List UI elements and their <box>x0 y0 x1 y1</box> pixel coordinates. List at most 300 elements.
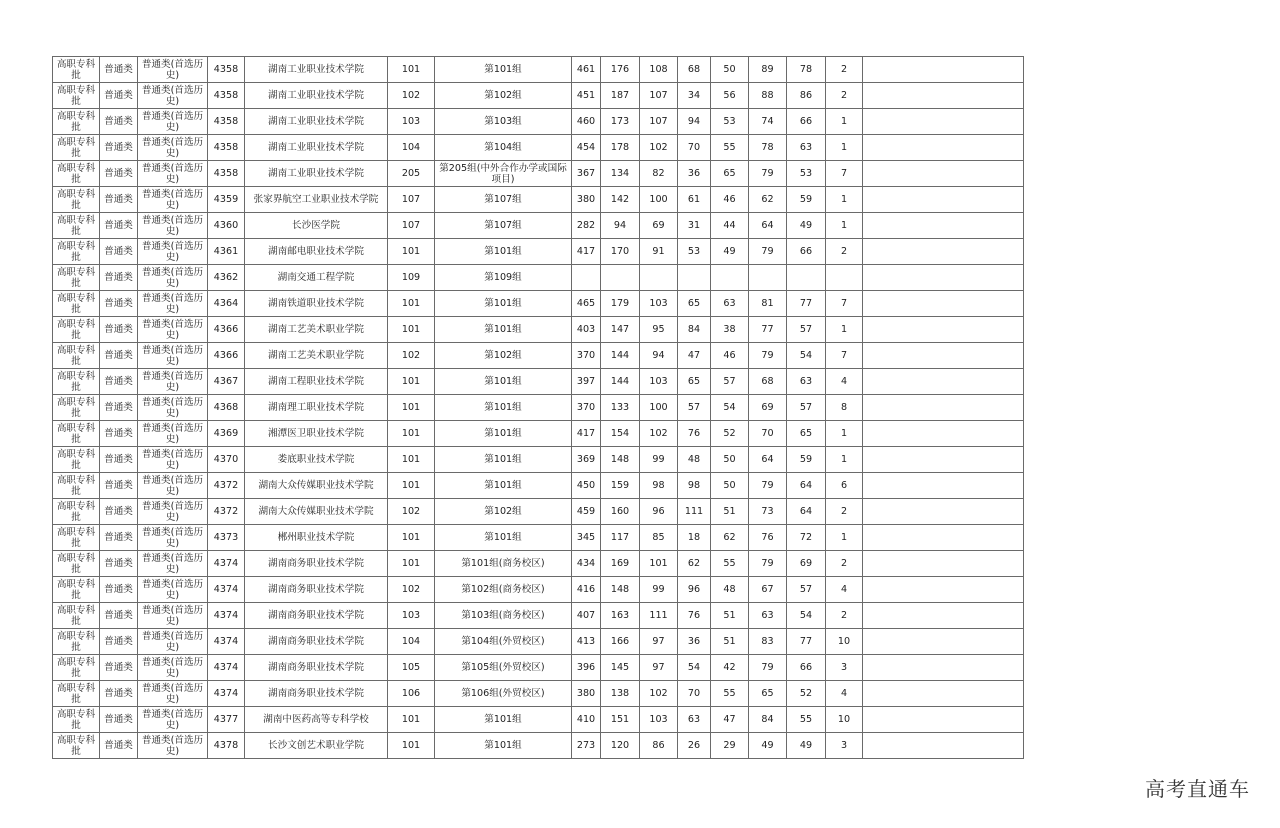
school-code-cell: 4366 <box>208 343 245 369</box>
subject-score-5-cell: 83 <box>749 629 787 655</box>
volunteer-cell: 3 <box>826 733 863 759</box>
batch-cell: 高职专科批 <box>53 317 100 343</box>
blank-cell <box>863 577 1024 603</box>
category-cell: 普通类 <box>100 629 138 655</box>
subject-score-6-cell <box>787 265 826 291</box>
batch-cell: 高职专科批 <box>53 265 100 291</box>
group-code-cell: 103 <box>388 109 435 135</box>
batch-cell: 高职专科批 <box>53 239 100 265</box>
subject-score-5-cell: 79 <box>749 343 787 369</box>
volunteer-cell: 1 <box>826 135 863 161</box>
blank-cell <box>863 239 1024 265</box>
school-name-cell: 湖南理工职业技术学院 <box>245 395 388 421</box>
school-name-cell: 湖南工程职业技术学院 <box>245 369 388 395</box>
subject-score-4-cell: 49 <box>711 239 749 265</box>
group-name-cell: 第104组 <box>435 135 572 161</box>
category-cell: 普通类 <box>100 551 138 577</box>
subject-score-6-cell: 66 <box>787 109 826 135</box>
school-name-cell: 湖南中医药高等专科学校 <box>245 707 388 733</box>
blank-cell <box>863 83 1024 109</box>
group-code-cell: 101 <box>388 551 435 577</box>
school-name-cell: 湖南商务职业技术学院 <box>245 551 388 577</box>
subject-cell: 普通类(首选历史) <box>138 499 208 525</box>
group-name-cell: 第102组(商务校区) <box>435 577 572 603</box>
volunteer-cell: 2 <box>826 603 863 629</box>
school-name-cell: 湖南商务职业技术学院 <box>245 655 388 681</box>
batch-cell: 高职专科批 <box>53 213 100 239</box>
subject-score-3-cell: 63 <box>678 707 711 733</box>
subject-score-3-cell: 111 <box>678 499 711 525</box>
min-score-cell: 369 <box>572 447 601 473</box>
min-score-cell: 397 <box>572 369 601 395</box>
subject-score-3-cell: 84 <box>678 317 711 343</box>
group-code-cell: 109 <box>388 265 435 291</box>
group-name-cell: 第107组 <box>435 187 572 213</box>
batch-cell: 高职专科批 <box>53 577 100 603</box>
school-code-cell: 4373 <box>208 525 245 551</box>
school-code-cell: 4374 <box>208 603 245 629</box>
subject-score-3-cell: 68 <box>678 57 711 83</box>
subject-score-1-cell: 144 <box>601 343 640 369</box>
subject-score-4-cell: 29 <box>711 733 749 759</box>
group-name-cell: 第102组 <box>435 499 572 525</box>
subject-score-2-cell: 100 <box>640 187 678 213</box>
school-name-cell: 湖南大众传媒职业技术学院 <box>245 499 388 525</box>
subject-score-3-cell: 65 <box>678 291 711 317</box>
group-name-cell: 第101组 <box>435 421 572 447</box>
subject-score-2-cell: 97 <box>640 655 678 681</box>
table-row <box>53 343 1024 369</box>
subject-score-1-cell: 133 <box>601 395 640 421</box>
subject-score-3-cell: 70 <box>678 681 711 707</box>
min-score-cell: 459 <box>572 499 601 525</box>
blank-cell <box>863 57 1024 83</box>
volunteer-cell: 3 <box>826 655 863 681</box>
school-code-cell: 4372 <box>208 499 245 525</box>
school-code-cell: 4372 <box>208 473 245 499</box>
batch-cell: 高职专科批 <box>53 343 100 369</box>
subject-score-1-cell: 151 <box>601 707 640 733</box>
subject-cell: 普通类(首选历史) <box>138 187 208 213</box>
category-cell: 普通类 <box>100 57 138 83</box>
subject-cell: 普通类(首选历史) <box>138 707 208 733</box>
volunteer-cell: 2 <box>826 239 863 265</box>
table-row <box>53 317 1024 343</box>
min-score-cell: 370 <box>572 343 601 369</box>
category-cell: 普通类 <box>100 577 138 603</box>
subject-score-6-cell: 57 <box>787 577 826 603</box>
subject-score-4-cell: 46 <box>711 343 749 369</box>
group-name-cell: 第205组(中外合作办学或国际项目) <box>435 161 572 187</box>
blank-cell <box>863 473 1024 499</box>
batch-cell: 高职专科批 <box>53 525 100 551</box>
min-score-cell: 416 <box>572 577 601 603</box>
volunteer-cell: 1 <box>826 187 863 213</box>
min-score-cell: 451 <box>572 83 601 109</box>
subject-score-3-cell: 70 <box>678 135 711 161</box>
subject-score-3-cell <box>678 265 711 291</box>
volunteer-cell <box>826 265 863 291</box>
school-name-cell: 湖南交通工程学院 <box>245 265 388 291</box>
subject-score-1-cell: 134 <box>601 161 640 187</box>
group-name-cell: 第103组 <box>435 109 572 135</box>
subject-score-6-cell: 78 <box>787 57 826 83</box>
group-name-cell: 第109组 <box>435 265 572 291</box>
subject-score-4-cell: 42 <box>711 655 749 681</box>
batch-cell: 高职专科批 <box>53 421 100 447</box>
school-name-cell: 湖南商务职业技术学院 <box>245 629 388 655</box>
subject-score-1-cell: 142 <box>601 187 640 213</box>
blank-cell <box>863 681 1024 707</box>
table-row <box>53 57 1024 83</box>
subject-score-3-cell: 65 <box>678 369 711 395</box>
subject-cell: 普通类(首选历史) <box>138 473 208 499</box>
subject-score-2-cell: 102 <box>640 135 678 161</box>
subject-score-6-cell: 65 <box>787 421 826 447</box>
subject-score-1-cell: 179 <box>601 291 640 317</box>
subject-score-1-cell <box>601 265 640 291</box>
subject-score-5-cell: 64 <box>749 213 787 239</box>
volunteer-cell: 4 <box>826 369 863 395</box>
school-name-cell: 湖南工业职业技术学院 <box>245 135 388 161</box>
subject-cell: 普通类(首选历史) <box>138 447 208 473</box>
subject-score-3-cell: 98 <box>678 473 711 499</box>
subject-cell: 普通类(首选历史) <box>138 291 208 317</box>
group-code-cell: 101 <box>388 733 435 759</box>
table-row <box>53 291 1024 317</box>
subject-cell: 普通类(首选历史) <box>138 525 208 551</box>
group-code-cell: 101 <box>388 473 435 499</box>
volunteer-cell: 2 <box>826 551 863 577</box>
subject-score-2-cell: 94 <box>640 343 678 369</box>
blank-cell <box>863 603 1024 629</box>
subject-score-4-cell: 55 <box>711 681 749 707</box>
table-row <box>53 733 1024 759</box>
subject-score-4-cell: 50 <box>711 473 749 499</box>
volunteer-cell: 2 <box>826 499 863 525</box>
subject-score-1-cell: 147 <box>601 317 640 343</box>
table-row <box>53 655 1024 681</box>
blank-cell <box>863 551 1024 577</box>
volunteer-cell: 7 <box>826 161 863 187</box>
subject-score-1-cell: 170 <box>601 239 640 265</box>
category-cell: 普通类 <box>100 421 138 447</box>
min-score-cell: 454 <box>572 135 601 161</box>
category-cell: 普通类 <box>100 499 138 525</box>
group-code-cell: 107 <box>388 187 435 213</box>
subject-score-1-cell: 166 <box>601 629 640 655</box>
subject-score-6-cell: 66 <box>787 655 826 681</box>
subject-score-5-cell: 79 <box>749 655 787 681</box>
volunteer-cell: 4 <box>826 577 863 603</box>
subject-score-6-cell: 59 <box>787 447 826 473</box>
subject-score-6-cell: 66 <box>787 239 826 265</box>
min-score-cell: 367 <box>572 161 601 187</box>
school-code-cell: 4361 <box>208 239 245 265</box>
batch-cell: 高职专科批 <box>53 629 100 655</box>
subject-cell: 普通类(首选历史) <box>138 317 208 343</box>
table-row <box>53 629 1024 655</box>
volunteer-cell: 1 <box>826 421 863 447</box>
table-row <box>53 551 1024 577</box>
category-cell: 普通类 <box>100 473 138 499</box>
group-name-cell: 第103组(商务校区) <box>435 603 572 629</box>
group-code-cell: 101 <box>388 525 435 551</box>
school-code-cell: 4358 <box>208 135 245 161</box>
subject-score-4-cell: 63 <box>711 291 749 317</box>
table-row <box>53 135 1024 161</box>
group-name-cell: 第107组 <box>435 213 572 239</box>
subject-cell: 普通类(首选历史) <box>138 135 208 161</box>
subject-score-2-cell: 99 <box>640 447 678 473</box>
blank-cell <box>863 733 1024 759</box>
subject-score-3-cell: 62 <box>678 551 711 577</box>
group-code-cell: 106 <box>388 681 435 707</box>
table-body <box>53 57 1024 759</box>
subject-score-6-cell: 53 <box>787 161 826 187</box>
subject-score-4-cell: 56 <box>711 83 749 109</box>
subject-score-4-cell: 47 <box>711 707 749 733</box>
subject-score-5-cell: 84 <box>749 707 787 733</box>
batch-cell: 高职专科批 <box>53 395 100 421</box>
table-row <box>53 421 1024 447</box>
volunteer-cell: 7 <box>826 343 863 369</box>
category-cell: 普通类 <box>100 369 138 395</box>
volunteer-cell: 1 <box>826 213 863 239</box>
group-code-cell: 103 <box>388 603 435 629</box>
category-cell: 普通类 <box>100 707 138 733</box>
subject-score-3-cell: 18 <box>678 525 711 551</box>
subject-score-2-cell: 99 <box>640 577 678 603</box>
subject-score-3-cell: 94 <box>678 109 711 135</box>
subject-cell: 普通类(首选历史) <box>138 109 208 135</box>
min-score-cell: 345 <box>572 525 601 551</box>
subject-score-2-cell: 96 <box>640 499 678 525</box>
school-code-cell: 4366 <box>208 317 245 343</box>
subject-score-5-cell: 79 <box>749 239 787 265</box>
school-name-cell: 郴州职业技术学院 <box>245 525 388 551</box>
min-score-cell: 465 <box>572 291 601 317</box>
subject-score-6-cell: 59 <box>787 187 826 213</box>
group-code-cell: 102 <box>388 83 435 109</box>
subject-score-5-cell: 76 <box>749 525 787 551</box>
subject-score-4-cell: 57 <box>711 369 749 395</box>
table-row <box>53 525 1024 551</box>
subject-cell: 普通类(首选历史) <box>138 239 208 265</box>
table-row <box>53 213 1024 239</box>
group-code-cell: 101 <box>388 707 435 733</box>
group-code-cell: 107 <box>388 213 435 239</box>
subject-score-6-cell: 57 <box>787 395 826 421</box>
subject-cell: 普通类(首选历史) <box>138 421 208 447</box>
subject-score-1-cell: 148 <box>601 447 640 473</box>
blank-cell <box>863 707 1024 733</box>
school-name-cell: 湖南工业职业技术学院 <box>245 161 388 187</box>
category-cell: 普通类 <box>100 135 138 161</box>
group-name-cell: 第101组 <box>435 525 572 551</box>
school-name-cell: 湖南商务职业技术学院 <box>245 577 388 603</box>
group-code-cell: 104 <box>388 135 435 161</box>
group-code-cell: 101 <box>388 421 435 447</box>
group-code-cell: 101 <box>388 291 435 317</box>
school-name-cell: 湖南商务职业技术学院 <box>245 681 388 707</box>
subject-score-2-cell: 103 <box>640 369 678 395</box>
school-code-cell: 4358 <box>208 57 245 83</box>
school-code-cell: 4358 <box>208 83 245 109</box>
volunteer-cell: 1 <box>826 525 863 551</box>
group-name-cell: 第104组(外贸校区) <box>435 629 572 655</box>
subject-score-5-cell: 77 <box>749 317 787 343</box>
subject-score-6-cell: 69 <box>787 551 826 577</box>
subject-score-2-cell: 107 <box>640 109 678 135</box>
subject-cell: 普通类(首选历史) <box>138 733 208 759</box>
subject-score-5-cell: 89 <box>749 57 787 83</box>
subject-score-4-cell: 50 <box>711 57 749 83</box>
subject-cell: 普通类(首选历史) <box>138 655 208 681</box>
group-name-cell: 第101组(商务校区) <box>435 551 572 577</box>
subject-score-5-cell: 88 <box>749 83 787 109</box>
min-score-cell: 380 <box>572 187 601 213</box>
admission-score-sheet <box>52 56 1024 759</box>
volunteer-cell: 10 <box>826 629 863 655</box>
table-row <box>53 369 1024 395</box>
subject-score-4-cell: 51 <box>711 603 749 629</box>
volunteer-cell: 1 <box>826 447 863 473</box>
subject-score-4-cell: 44 <box>711 213 749 239</box>
subject-score-5-cell: 73 <box>749 499 787 525</box>
subject-score-1-cell: 160 <box>601 499 640 525</box>
school-name-cell: 湖南工业职业技术学院 <box>245 83 388 109</box>
subject-score-2-cell: 95 <box>640 317 678 343</box>
subject-score-3-cell: 54 <box>678 655 711 681</box>
category-cell: 普通类 <box>100 291 138 317</box>
group-code-cell: 101 <box>388 447 435 473</box>
school-code-cell: 4358 <box>208 109 245 135</box>
subject-score-4-cell: 52 <box>711 421 749 447</box>
subject-score-4-cell: 51 <box>711 629 749 655</box>
blank-cell <box>863 369 1024 395</box>
subject-score-1-cell: 117 <box>601 525 640 551</box>
group-code-cell: 104 <box>388 629 435 655</box>
category-cell: 普通类 <box>100 343 138 369</box>
subject-score-5-cell: 67 <box>749 577 787 603</box>
subject-cell: 普通类(首选历史) <box>138 551 208 577</box>
subject-score-5-cell: 62 <box>749 187 787 213</box>
subject-score-5-cell: 79 <box>749 161 787 187</box>
subject-score-3-cell: 47 <box>678 343 711 369</box>
subject-score-2-cell: 69 <box>640 213 678 239</box>
subject-score-5-cell: 68 <box>749 369 787 395</box>
group-code-cell: 101 <box>388 369 435 395</box>
blank-cell <box>863 265 1024 291</box>
subject-score-2-cell: 91 <box>640 239 678 265</box>
table-row <box>53 603 1024 629</box>
table-row <box>53 109 1024 135</box>
group-code-cell: 105 <box>388 655 435 681</box>
group-name-cell: 第101组 <box>435 317 572 343</box>
volunteer-cell: 1 <box>826 317 863 343</box>
subject-score-2-cell: 100 <box>640 395 678 421</box>
subject-score-1-cell: 138 <box>601 681 640 707</box>
blank-cell <box>863 161 1024 187</box>
school-name-cell: 湖南工艺美术职业学院 <box>245 343 388 369</box>
batch-cell: 高职专科批 <box>53 447 100 473</box>
subject-score-6-cell: 77 <box>787 629 826 655</box>
subject-cell: 普通类(首选历史) <box>138 577 208 603</box>
batch-cell: 高职专科批 <box>53 551 100 577</box>
table-row <box>53 499 1024 525</box>
subject-score-5-cell: 49 <box>749 733 787 759</box>
table-row <box>53 83 1024 109</box>
subject-score-2-cell <box>640 265 678 291</box>
blank-cell <box>863 135 1024 161</box>
subject-score-5-cell: 63 <box>749 603 787 629</box>
blank-cell <box>863 499 1024 525</box>
blank-cell <box>863 317 1024 343</box>
subject-score-6-cell: 63 <box>787 135 826 161</box>
min-score-cell: 434 <box>572 551 601 577</box>
category-cell: 普通类 <box>100 239 138 265</box>
batch-cell: 高职专科批 <box>53 499 100 525</box>
table-row <box>53 161 1024 187</box>
group-code-cell: 102 <box>388 343 435 369</box>
subject-score-6-cell: 77 <box>787 291 826 317</box>
school-code-cell: 4359 <box>208 187 245 213</box>
subject-score-6-cell: 86 <box>787 83 826 109</box>
subject-score-4-cell: 48 <box>711 577 749 603</box>
subject-score-6-cell: 49 <box>787 213 826 239</box>
admission-table <box>52 56 1024 759</box>
subject-score-3-cell: 36 <box>678 629 711 655</box>
subject-score-1-cell: 120 <box>601 733 640 759</box>
volunteer-cell: 8 <box>826 395 863 421</box>
subject-score-4-cell: 51 <box>711 499 749 525</box>
batch-cell: 高职专科批 <box>53 603 100 629</box>
subject-score-6-cell: 63 <box>787 369 826 395</box>
batch-cell: 高职专科批 <box>53 681 100 707</box>
subject-score-1-cell: 154 <box>601 421 640 447</box>
subject-cell: 普通类(首选历史) <box>138 343 208 369</box>
subject-score-1-cell: 144 <box>601 369 640 395</box>
school-name-cell: 湖南铁道职业技术学院 <box>245 291 388 317</box>
batch-cell: 高职专科批 <box>53 135 100 161</box>
subject-score-2-cell: 101 <box>640 551 678 577</box>
subject-cell: 普通类(首选历史) <box>138 83 208 109</box>
subject-cell: 普通类(首选历史) <box>138 57 208 83</box>
blank-cell <box>863 109 1024 135</box>
category-cell: 普通类 <box>100 603 138 629</box>
group-name-cell: 第105组(外贸校区) <box>435 655 572 681</box>
subject-score-1-cell: 169 <box>601 551 640 577</box>
subject-score-1-cell: 148 <box>601 577 640 603</box>
blank-cell <box>863 447 1024 473</box>
blank-cell <box>863 655 1024 681</box>
min-score-cell: 410 <box>572 707 601 733</box>
volunteer-cell: 10 <box>826 707 863 733</box>
subject-score-6-cell: 54 <box>787 603 826 629</box>
subject-score-2-cell: 97 <box>640 629 678 655</box>
subject-score-2-cell: 111 <box>640 603 678 629</box>
category-cell: 普通类 <box>100 213 138 239</box>
subject-score-5-cell: 65 <box>749 681 787 707</box>
blank-cell <box>863 421 1024 447</box>
min-score-cell: 417 <box>572 239 601 265</box>
school-code-cell: 4360 <box>208 213 245 239</box>
group-code-cell: 101 <box>388 239 435 265</box>
volunteer-cell: 2 <box>826 83 863 109</box>
min-score-cell: 407 <box>572 603 601 629</box>
table-row <box>53 395 1024 421</box>
